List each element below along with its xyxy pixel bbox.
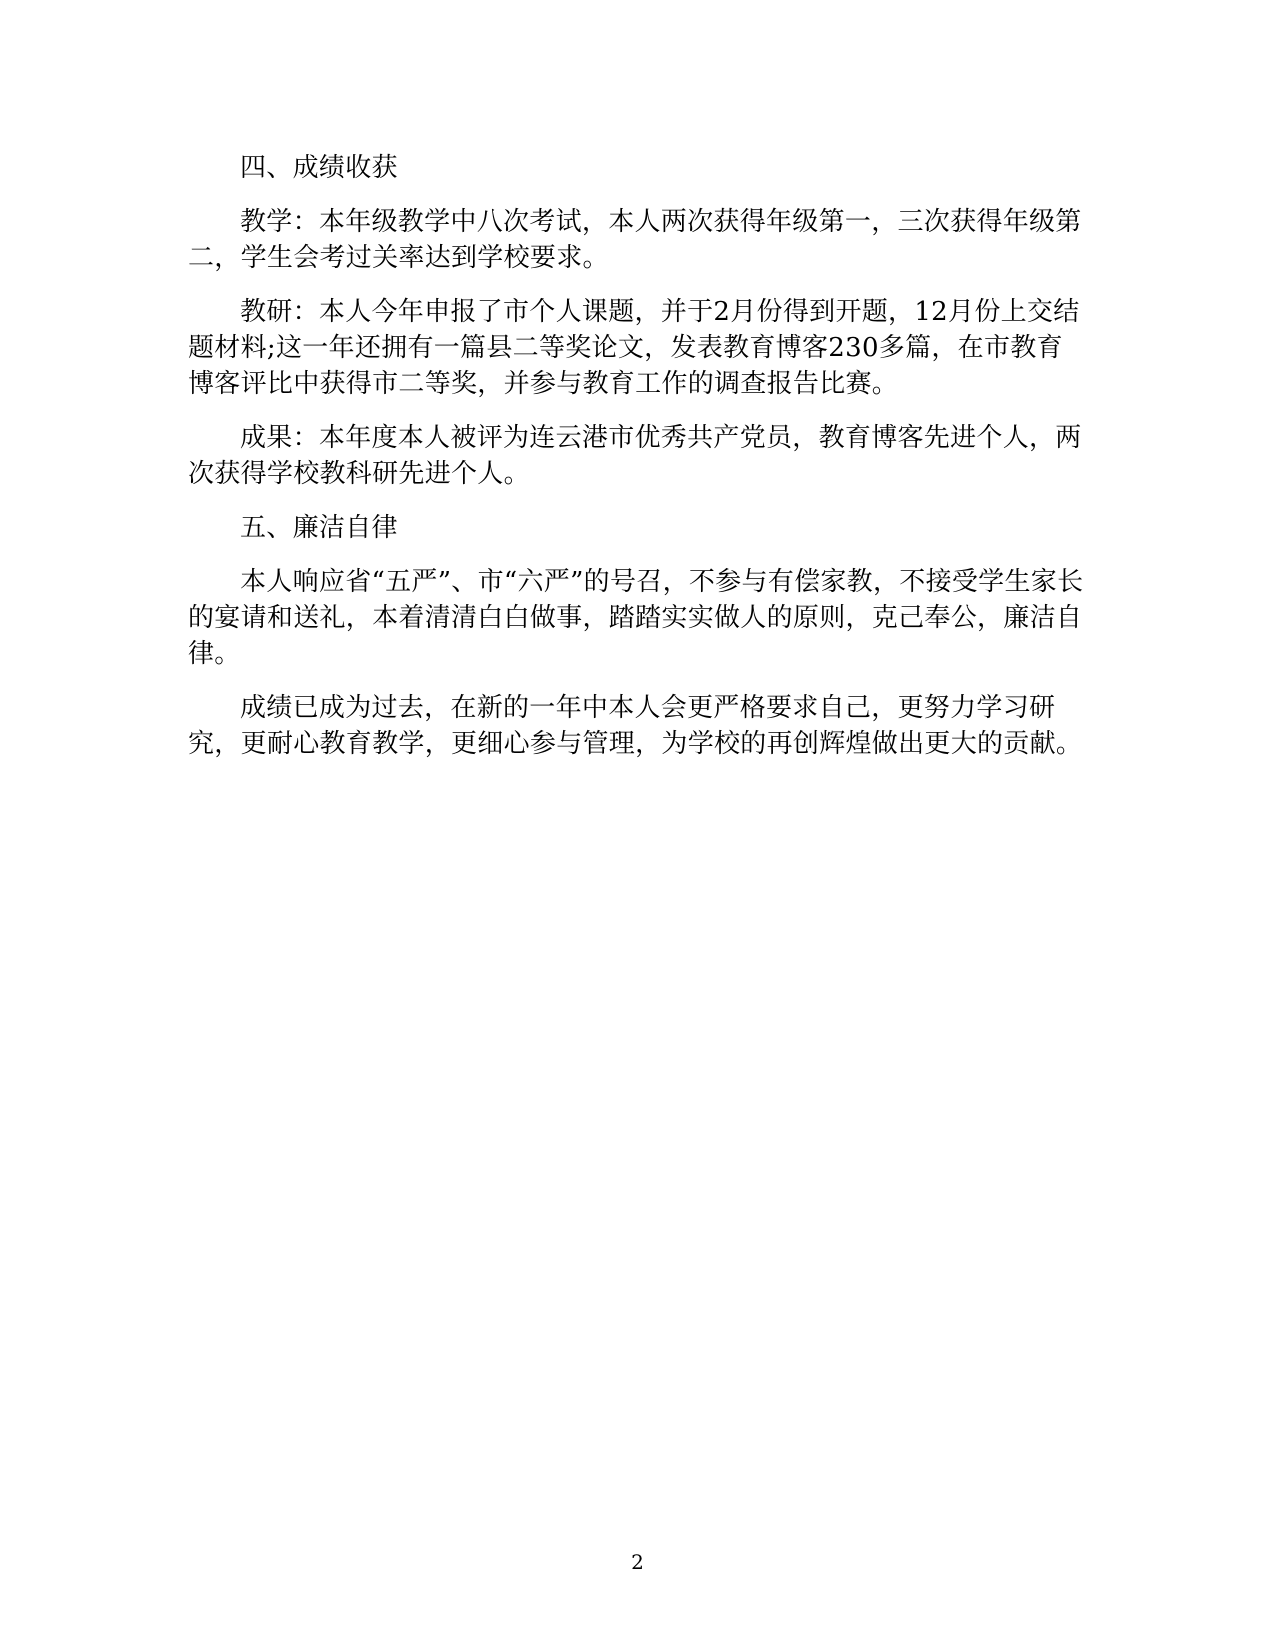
paragraph-teaching: 教学：本年级教学中八次考试，本人两次获得年级第一，三次获得年级第二，学生会考过关率达到学校要求。: [188, 207, 1082, 273]
page-number: 2: [631, 1550, 644, 1574]
paragraph-results: 成果：本年度本人被评为连云港市优秀共产党员，教育博客先进个人，两次获得学校教科研先进个人。: [188, 423, 1082, 489]
paragraph-conclusion: 成绩已成为过去，在新的一年中本人会更严格要求自己，更努力学习研究，更耐心教育教学，更细心参与管理，为学校的再创辉煌做出更大的贡献。: [188, 693, 1083, 759]
document-body: [188, 150, 1088, 780]
paragraph-research: 教研：本人今年申报了市个人课题，并于2月份得到开题，12月份上交结题材料;这一年还拥有一篇县二等奖论文，发表教育博客230多篇，在市教育博客评比中获得市二等奖，并参与教育工作的调查报告比赛。: [188, 297, 1080, 399]
paragraph-integrity: 本人响应省“五严”、市“六严”的号召，不参与有偿家教，不接受学生家长的宴请和送礼，本着清清白白做事，踏踏实实做人的原则，克己奉公，廉洁自律。: [188, 567, 1084, 669]
section-heading-integrity: 五、廉洁自律: [240, 513, 398, 543]
section-heading-achievements: 四、成绩收获: [240, 153, 398, 183]
